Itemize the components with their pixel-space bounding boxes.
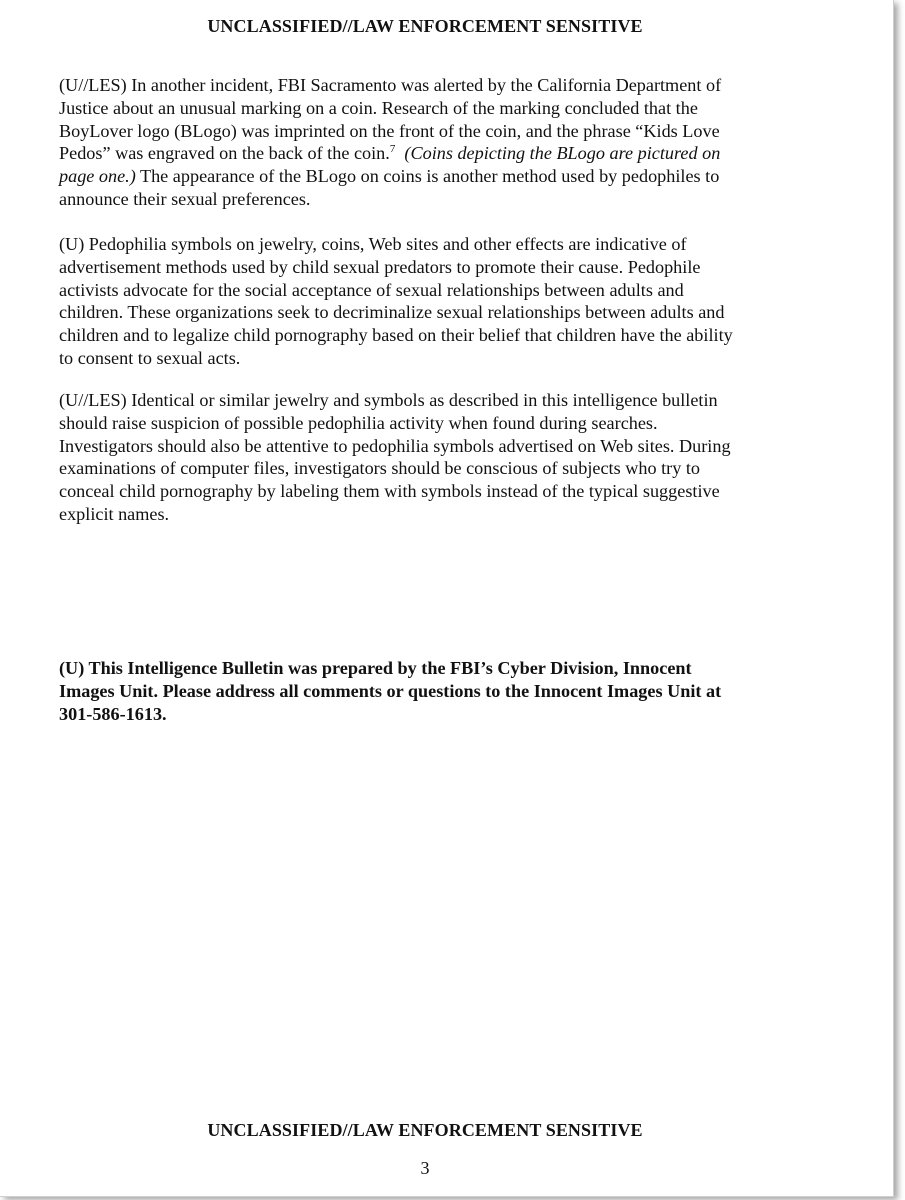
paragraph-line: (U) This Intelligence Bulletin was prepared by the FBI’s Cyber Division, Innocent xyxy=(59,658,692,678)
paragraph-coin-incident xyxy=(59,74,819,211)
paragraph-investigator-guidance xyxy=(59,389,819,526)
footnote-reference: 7 xyxy=(389,143,396,156)
paragraph-line xyxy=(59,142,819,165)
paragraph-line: children and to legalize child pornography based on their belief that children have the ability xyxy=(59,325,733,346)
header-classification-marking: UNCLASSIFIED//LAW ENFORCEMENT SENSITIVE xyxy=(207,16,643,36)
paragraph-line: explicit names. xyxy=(59,503,170,524)
italic-note: (Coins depicting the BLogo are pictured on xyxy=(404,143,721,164)
contact-phone: 301-586-1613. xyxy=(59,704,167,724)
paragraph-line: (U) Pedophilia symbols on jewelry, coins, Web sites and other effects are indicative of xyxy=(59,234,687,254)
paragraph-line: activists advocate for the social acceptance of sexual relationships between adults and xyxy=(59,279,684,300)
paragraph-pedophilia-symbols xyxy=(59,233,819,370)
italic-note: page one.) xyxy=(59,166,136,187)
paragraph-line: children. These organizations seek to decriminalize sexual relationships between adults and xyxy=(59,302,725,323)
paragraph-line: advertisement methods used by child sexual predators to promote their cause. Pedophile xyxy=(59,256,701,277)
paragraph-line: BoyLover logo (BLogo) was imprinted on the front of the coin, and the phrase “Kids Love xyxy=(59,120,720,141)
footer-classification-marking: UNCLASSIFIED//LAW ENFORCEMENT SENSITIVE xyxy=(207,1120,643,1140)
paragraph-line: Justice about an unusual marking on a coin. Research of the marking concluded that the xyxy=(59,97,698,118)
paragraph-line: examinations of computer files, investigators should be conscious of subjects who try to xyxy=(59,458,700,479)
paragraph-line xyxy=(59,165,819,188)
paragraph-line: conceal child pornography by labeling them with symbols instead of the typical suggestive xyxy=(59,481,720,502)
paragraph-line: to consent to sexual acts. xyxy=(59,347,241,368)
paragraph-text: The appearance of the BLogo on coins is another method used by pedophiles to xyxy=(135,166,720,187)
paragraph-line: announce their sexual preferences. xyxy=(59,188,311,209)
paragraph-line: Images Unit. Please address all comments or questions to the Innocent Images Unit at xyxy=(59,681,722,701)
paragraph-prepared-by xyxy=(59,657,819,726)
paragraph-line: (U//LES) Identical or similar jewelry and symbols as described in this intelligence bulletin xyxy=(59,390,718,410)
paragraph-line: (U//LES) In another incident, FBI Sacramento was alerted by the California Department of xyxy=(59,75,722,95)
paragraph-line: Investigators should also be attentive to pedophilia symbols advertised on Web sites. During xyxy=(59,435,731,456)
page-number: 3 xyxy=(420,1158,430,1178)
paragraph-text: Pedos” was engraved on the back of the coin. xyxy=(59,143,390,164)
paragraph-line: should raise suspicion of possible pedophilia activity when found during searches. xyxy=(59,412,658,433)
